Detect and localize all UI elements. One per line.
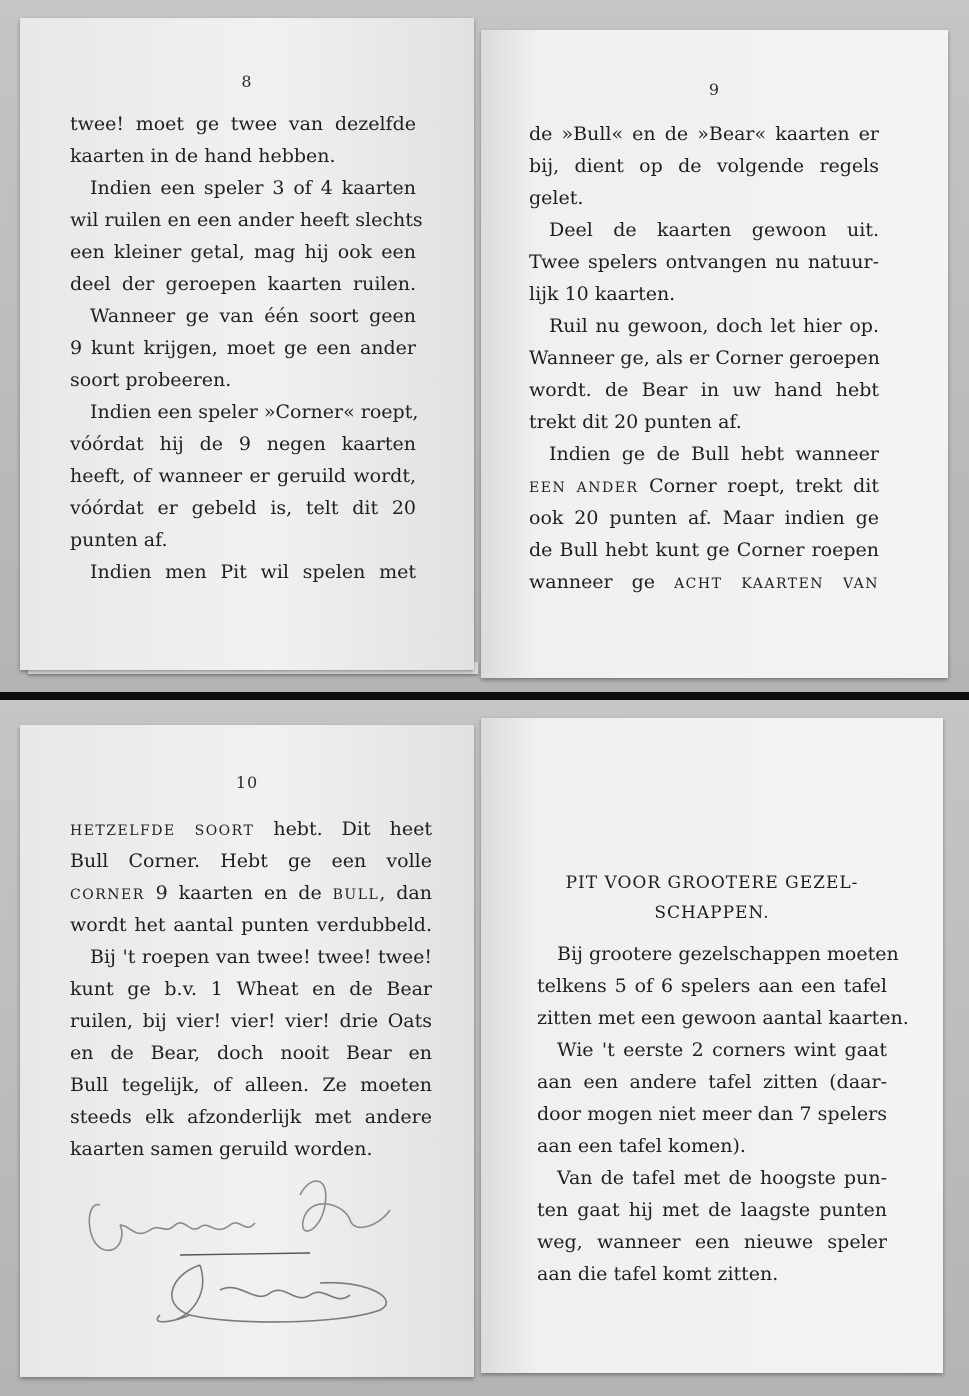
smallcaps-text: BULL [332,887,380,903]
text-line: vóórdat hij de 9 negen kaarten [70,433,416,455]
text-fragment: , dan [379,882,432,904]
text-line: heeft, of wanneer er geruild wordt, [70,465,416,487]
text-line: Van de tafel met de hoogste pun- [557,1167,887,1189]
image-divider [0,692,969,700]
text-line: kaarten in de hand hebben. [70,145,336,167]
text-line: en de Bear, doch nooit Bear en [70,1042,432,1064]
page-number: 8 [241,72,253,91]
text-line: Bull tegelijk, of alleen. Ze moeten [70,1074,432,1096]
text-line: Bij 't roepen van twee! twee! twee! [90,946,432,968]
text-line: Indien ge de Bull hebt wanneer [549,443,879,465]
text-line: lijk 10 kaarten. [529,283,676,305]
text-line: steeds elk afzonderlijk met andere [70,1106,432,1128]
section-heading [481,868,943,928]
text-line: weg, wanneer een nieuwe speler [537,1231,887,1253]
text-line: bij, dient op de volgende regels [529,155,879,177]
smallcaps-text: CORNER [70,887,145,903]
page-10 [20,725,474,1377]
page-9 [481,30,948,678]
text-line: zitten met een gewoon aantal kaarten. [537,1007,909,1029]
text-line: wil ruilen en een ander heeft slechts [70,209,423,231]
text-line: punten af. [70,529,168,551]
page-8 [20,18,474,670]
page-9-text [529,118,879,598]
top-spread [0,0,969,692]
text-line: 9 kunt krijgen, moet ge een ander [70,337,416,359]
page-number: 10 [235,773,259,792]
text-line: door mogen niet meer dan 7 spelers [537,1103,887,1125]
handwritten-signature [80,1165,420,1335]
text-line: ook 20 punten af. Maar indien ge [529,507,879,529]
text-line: trekt dit 20 punten af. [529,411,742,433]
text-line: Indien men Pit wil spelen met [90,561,416,583]
text-line: wordt. de Bear in uw hand hebt [529,379,879,401]
smallcaps-text: HETZELFDE SOORT [70,823,255,839]
text-line: ruilen, bij vier! vier! vier! drie Oats [70,1010,432,1032]
text-line: kaarten samen geruild worden. [70,1138,373,1160]
text-line: twee! moet ge twee van dezelfde [70,113,416,135]
text-line [529,566,879,598]
page-11 [481,718,943,1373]
text-line: een kleiner getal, mag hij ook een [70,241,416,263]
text-line: Wanneer ge, als er Corner geroepen [529,347,880,369]
text-fragment: wanneer ge [529,571,656,593]
text-fragment: 9 kaarten en de [155,882,322,904]
page-number: 9 [708,80,721,99]
text-line: deel der geroepen kaarten ruilen. [70,273,416,295]
text-fragment: hebt. Dit heet [273,818,432,840]
text-line: de Bull hebt kunt ge Corner roepen [529,539,879,561]
text-line: Indien een speler 3 of 4 kaarten [90,177,416,199]
text-line: kunt ge b.v. 1 Wheat en de Bear [70,978,432,1000]
signature-stroke [89,1205,255,1251]
text-fragment: Corner roept, trekt dit [649,475,879,497]
text-line: Twee spelers ontvangen nu natuur- [529,251,879,273]
text-line [70,813,432,845]
signature-stroke [157,1265,386,1322]
text-line: vóórdat er gebeld is, telt dit 20 [70,497,416,519]
text-line: Wanneer ge van één soort geen [90,305,416,327]
text-line: wordt het aantal punten verdubbeld. [70,914,432,936]
page-11-text [537,938,909,1290]
text-line: Wie 't eerste 2 corners wint gaat [557,1039,887,1061]
smallcaps-text: ACHT KAARTEN VAN [674,576,879,592]
text-line: aan een tafel komen). [537,1135,746,1157]
heading-line: SCHAPPEN. [654,903,770,923]
text-line: soort probeeren. [70,369,232,391]
text-line: Ruil nu gewoon, doch let hier op. [549,315,879,337]
text-line [529,470,879,502]
signature-stroke [300,1181,390,1231]
text-line: gelet. [529,187,584,209]
text-line: aan een andere tafel zitten (daar- [537,1071,887,1093]
text-line: ten gaat hij met de laagste punten [537,1199,887,1221]
page-10-text [70,813,432,1165]
text-line [70,877,432,909]
text-line: Deel de kaarten gewoon uit. [549,219,879,241]
text-line: de »Bull« en de »Bear« kaarten er [529,123,879,145]
heading-line: PIT VOOR GROOTERE GEZEL- [565,873,859,893]
bottom-spread [0,700,969,1396]
signature-stroke [180,1253,310,1255]
text-line: Bull Corner. Hebt ge een volle [70,850,432,872]
text-line: Bij grootere gezelschappen moeten [557,943,899,965]
text-line: Indien een speler »Corner« roept, [90,401,419,423]
text-line: aan die tafel komt zitten. [537,1263,779,1285]
signature-stroke [220,1288,350,1299]
text-line: telkens 5 of 6 spelers aan een tafel [537,975,887,997]
smallcaps-text: EEN ANDER [529,480,639,496]
page-8-text [70,108,423,588]
